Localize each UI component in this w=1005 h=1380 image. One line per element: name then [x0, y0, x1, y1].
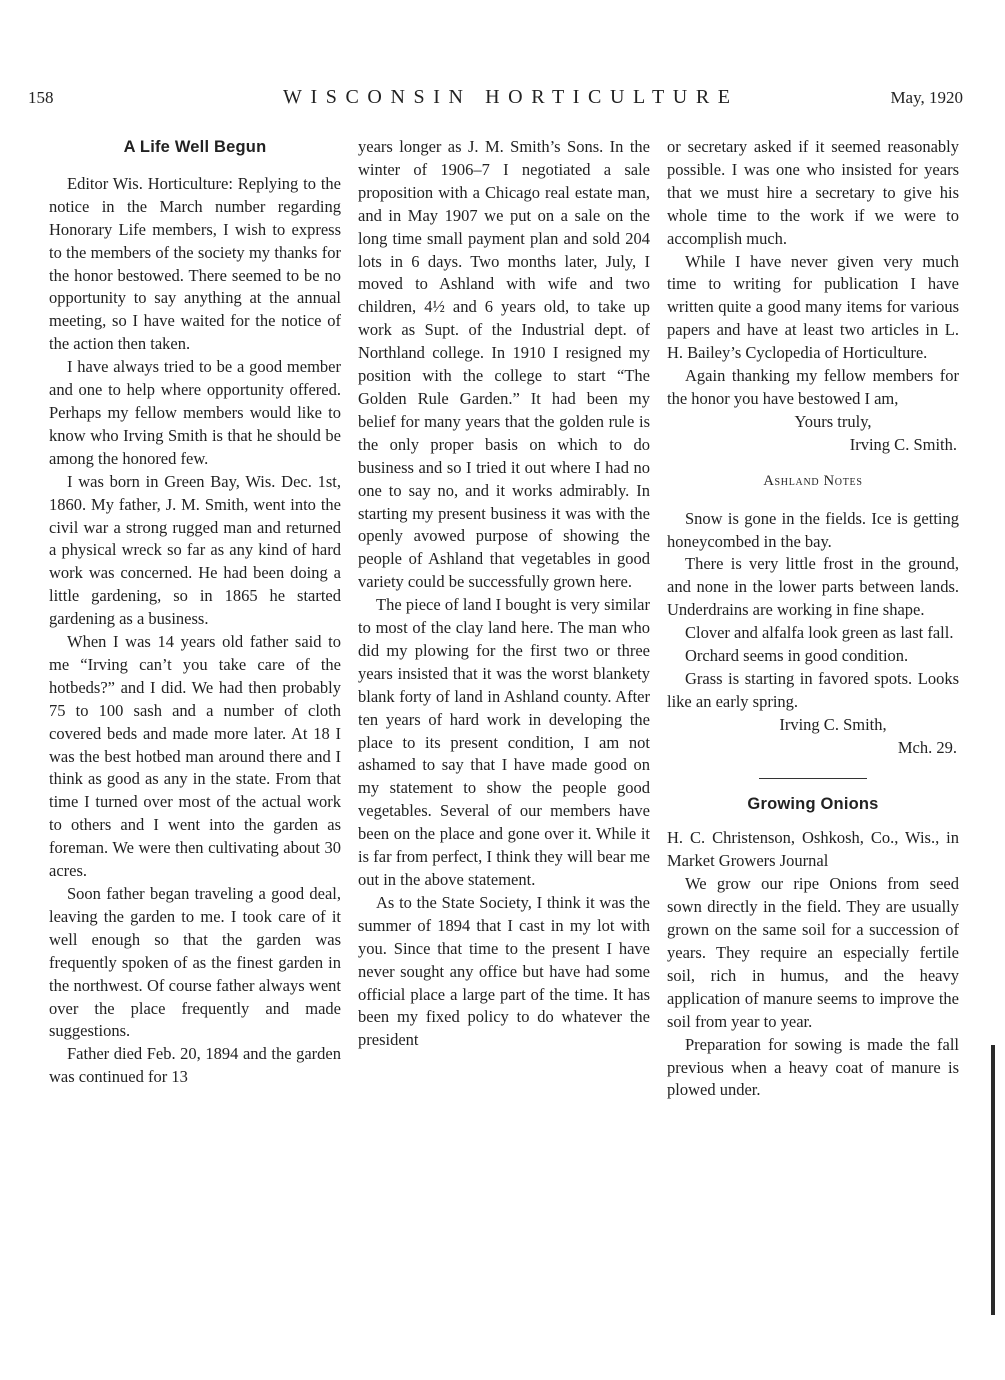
paragraph: We grow our ripe Onions from seed sown directly in the field. They are usually grown on the same soil for a succession of years. They require an especially fertile soil, rich in humus, and the heavy application of manure seems to improve the soil from year to year.: [667, 874, 959, 1031]
page-number: 158: [28, 88, 54, 107]
column-2: [358, 136, 650, 1052]
paragraph: or secretary asked if it seemed reasonably possible. I was one who insisted for years that we must hire a secretary to give his whole time to the work if we were to accomplish much.: [667, 137, 959, 248]
paragraph: years longer as J. M. Smith’s Sons. In the winter of 1906–7 I negotiated a sale proposition with a Chicago real estate man, and in May 1907 we put on a sale on the long time small payment plan and sold 204 lots in 6 days. Two months later, July, I moved to Ashland with wife and two children, 4½ and 6 years old, to take up work as Supt. of the Industrial dept. of Northland college. In 1910 I resigned my position with the college to start “The Golden Rule Garden.” It had been my belief for many years that the golden rule is the only proper basis on which to do business and so I tried it out where I had no one to say no, and it works admirably. In starting my present business it was with the openly avowed purpose of showing the people of Ashland that vegetables in good variety could be successfully grown here.: [358, 137, 650, 592]
paragraph: I was born in Green Bay, Wis. Dec. 1st, 1860. My father, J. M. Smith, went into the civil war a strong rugged man and returned a physical wreck so far as any kind of hard work was concerned. He had been doing a little gardening, so in 1865 he started gardening as a business.: [49, 471, 341, 629]
page-header: [28, 88, 963, 118]
issue-date: May, 1920: [890, 88, 963, 107]
paragraph: Snow is gone in the fields. Ice is getting honeycombed in the bay.: [667, 508, 959, 551]
paragraph: As to the State Society, I think it was the summer of 1894 that I cast in my lot with you. Since that time to the present I have never sought any office but have had some official place a large part of the time. It has been my fixed policy to do whatever the president: [358, 892, 650, 1050]
paragraph: I have always tried to be a good member and one to help where opportunity offered. Perhaps my fellow members would like to know who Irving Smith is that he should be among the honored few.: [49, 357, 341, 468]
article-title-growing-onions: Growing Onions: [747, 794, 879, 813]
paragraph: Again thanking my fellow members for the honor you have bestowed I am,: [667, 366, 959, 408]
journal-title: WISCONSIN HORTICULTURE: [283, 86, 739, 108]
scan-edge-mark: [991, 1045, 995, 1315]
paragraph: Grass is starting in favored spots. Looks like an early spring.: [667, 668, 959, 711]
paragraph: Soon father began traveling a good deal, leaving the garden to me. I took care of it well enough so that the garden was frequently spoken of as the finest garden in the northwest. Of course father always went over the place frequently and made suggestions.: [49, 884, 341, 1041]
paragraph: When I was 14 years old father said to me “Irving can’t you take care of the hotbeds?” and I did. We had then probably 75 to 100 sash and a number of cloth covered beds and made more later. At 18 I was the best hotbed man around there and I think as good as any in the state. From that time I turned over most of the actual work to others and I went into the garden as foreman. We were then cultivating about 30 acres.: [49, 632, 341, 881]
byline: H. C. Christenson, Oshkosh, Co., Wis., in Market Growers Journal: [667, 828, 959, 871]
letter-signature: Irving C. Smith.: [849, 434, 957, 454]
letter-closing: Yours truly,: [794, 411, 872, 431]
paragraph: Editor Wis. Horticulture: Replying to the notice in the March number regarding Honorary Life members, I wish to express to the members of the society my thanks for the honor bestowed. There seemed to be no opportunity to say anything at the annual meeting, so I have waited for the notice of the action then taken.: [49, 173, 341, 354]
article-title-ashland-notes: Ashland Notes: [763, 472, 863, 489]
paragraph: Orchard seems in good condition.: [685, 646, 909, 666]
section-divider: [759, 778, 867, 779]
paragraph: While I have never given very much time to writing for publication I have written quite a good many items for various papers and have at least two articles in L. H. Bailey’s Cyclopedia of Horticulture.: [667, 251, 959, 363]
paragraph: Father died Feb. 20, 1894 and the garden was continued for 13: [49, 1044, 341, 1087]
notes-signature: Irving C. Smith,: [779, 714, 887, 734]
article-title-life-well-begun: A Life Well Begun: [123, 138, 267, 156]
notes-date: Mch. 29.: [897, 737, 957, 757]
paragraph: Preparation for sowing is made the fall previous when a heavy coat of manure is plowed under.: [667, 1034, 959, 1100]
column-3: [667, 136, 959, 1102]
column-1: [49, 136, 341, 1089]
paragraph: The piece of land I bought is very similar to most of the clay land here. The man who did my plowing for the first two or three years insisted that it was the worst blankety blank forty of land in Ashland county. After ten years of hard work in developing the place to its present condition, I am not ashamed to say that I have made good on my statement to show the people good vegetables. Several of our members have been on the place and gone over it. While it is far from perfect, I think they will bear me out in the above statement.: [358, 595, 650, 889]
paragraph: There is very little frost in the ground, and none in the lower parts between lands. Underdrains are working in fine shape.: [667, 554, 959, 620]
paragraph: Clover and alfalfa look green as last fall.: [685, 623, 954, 643]
